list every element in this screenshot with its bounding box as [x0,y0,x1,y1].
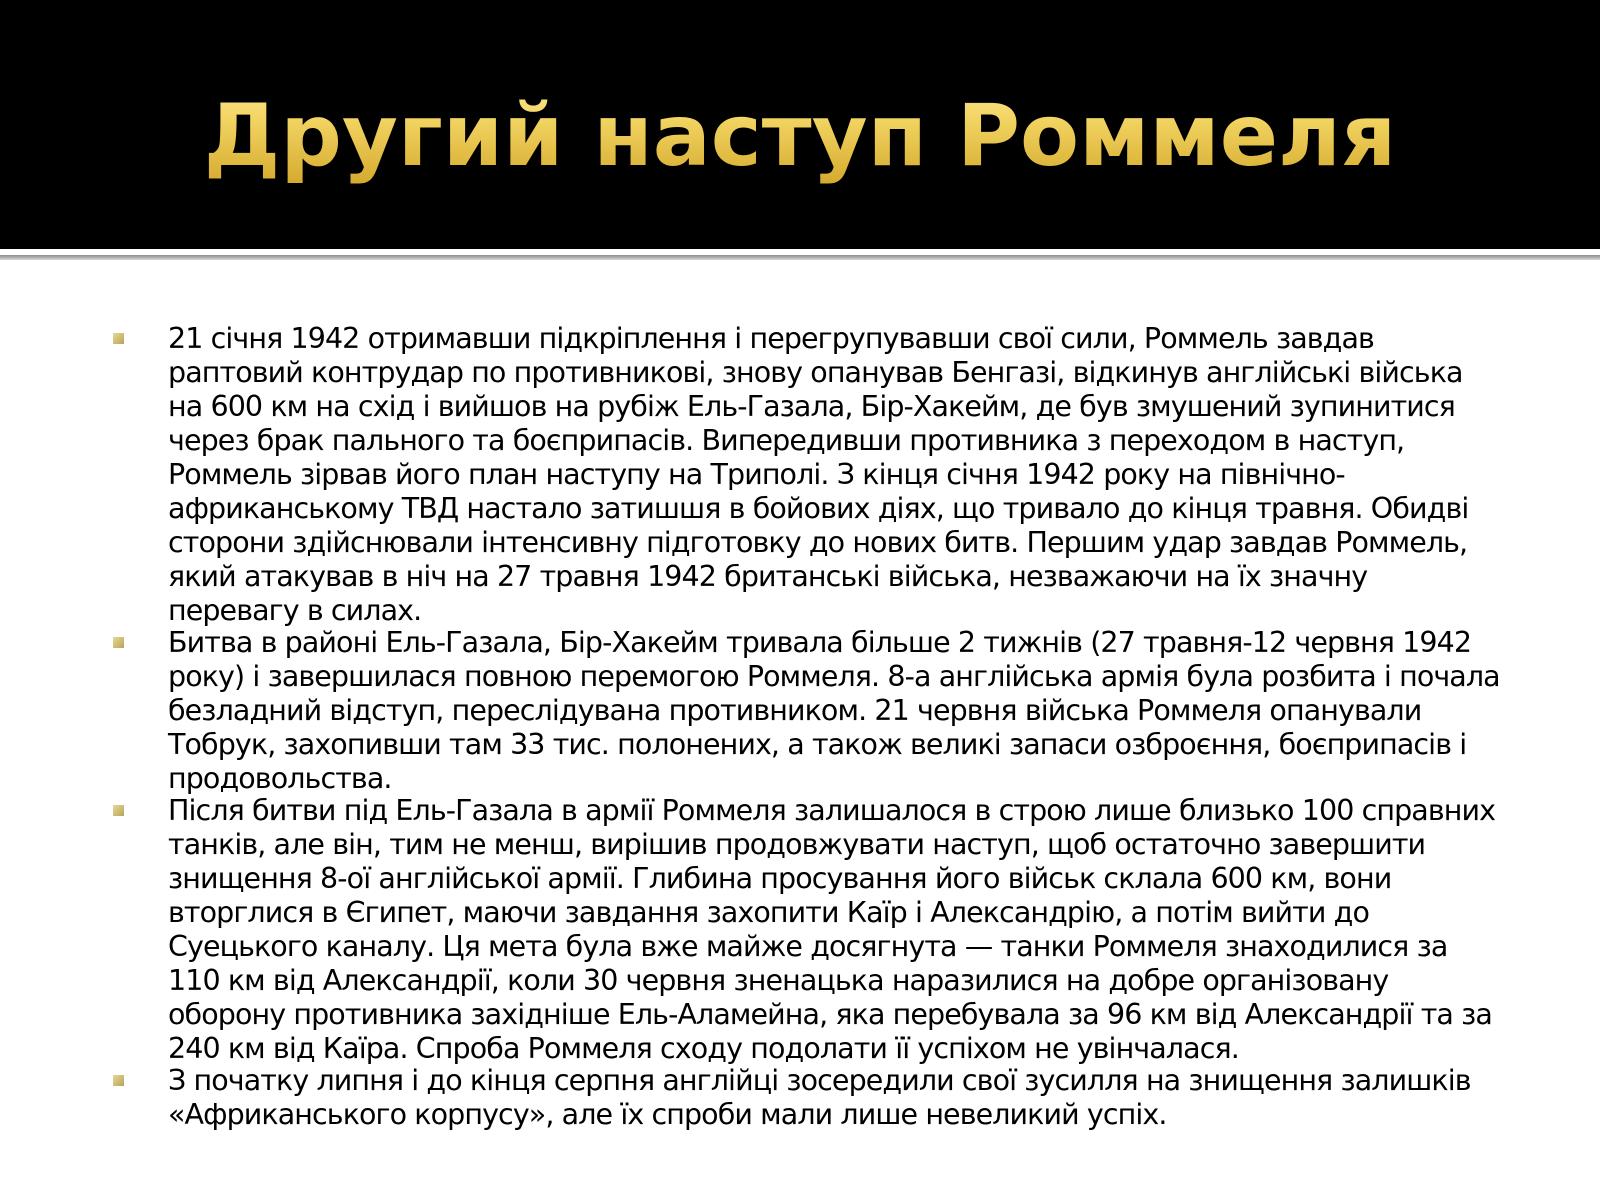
square-bullet-icon [113,333,124,344]
square-bullet-icon [113,805,124,816]
bullet-list [113,322,1503,1130]
bullet-item [113,794,1503,1066]
title-band [0,0,1600,249]
bullet-text: З початку липня і до кінця серпня англійці зосередили свої зусилля на знищення залишків «Африканського корпусу», але їх спроби мали лише невеликий успіх. [168,1064,1471,1131]
square-bullet-icon [113,637,124,648]
bullet-text: 21 січня 1942 отримавши підкріплення і перегрупувавши свої сили, Роммель завдав раптовий контрудар по противникові, знову опанував Бенгазі, відкинув англійські війська на 600 км на схід і вийшов на рубіж Ель-Газала, Бір-Хакейм, де був змушений зупинитися через брак пального та боєприпасів. Випередивши противника з переходом в наступ, Роммель зірвав його план наступу на Триполі. З кінця січня 1942 року на північно-африканському ТВД настало затишшя в бойових діях, що тривало до кінця травня. Обидві сторони здійснювали інтенсивну підготовку до нових битв. Першим удар завдав Роммель, який атакував в ніч на 27 травня 1942 британські війська, незважаючи на їх значну перевагу в силах. [168,322,1469,627]
square-bullet-icon [113,1075,124,1086]
slide-title: Другий наступ Роммеля [204,64,1397,186]
title-divider-shadow [0,255,1600,260]
bullet-item [113,322,1503,628]
bullet-item [113,626,1503,796]
bullet-text: Після битви під Ель-Газала в армії Роммеля залишалося в строю лише близько 100 справних танків, але він, тим не менш, вирішив продовжувати наступ, щоб остаточно завершити знищення 8-ої англійської армії. Глибина просування його військ склала 600 км, вони вторглися в Єгипет, маючи завдання захопити Каїр і Александрію, а потім вийти до Суецького каналу. Ця мета була вже майже досягнута — танки Роммеля знаходилися за 110 км від Александрії, коли 30 червня зненацька наразилися на добре організовану оборону противника західніше Ель-Аламейна, яка перебувала за 96 км від Александрії та за 240 км від Каїра. Спроба Роммеля сходу подолати її успіхом не увінчалася. [168,794,1496,1065]
bullet-item [113,1064,1503,1132]
bullet-text: Битва в районі Ель-Газала, Бір-Хакейм тривала більше 2 тижнів (27 травня-12 червня 1942 року) і завершилася повною перемогою Роммеля. 8-а англійська армія була розбита і почала безладний відступ, переслідувана противником. 21 червня війська Роммеля опанували Тобрук, захопивши там 33 тис. полонених, а також великі запаси озброєння, боєприпасів і продовольства. [168,626,1500,795]
